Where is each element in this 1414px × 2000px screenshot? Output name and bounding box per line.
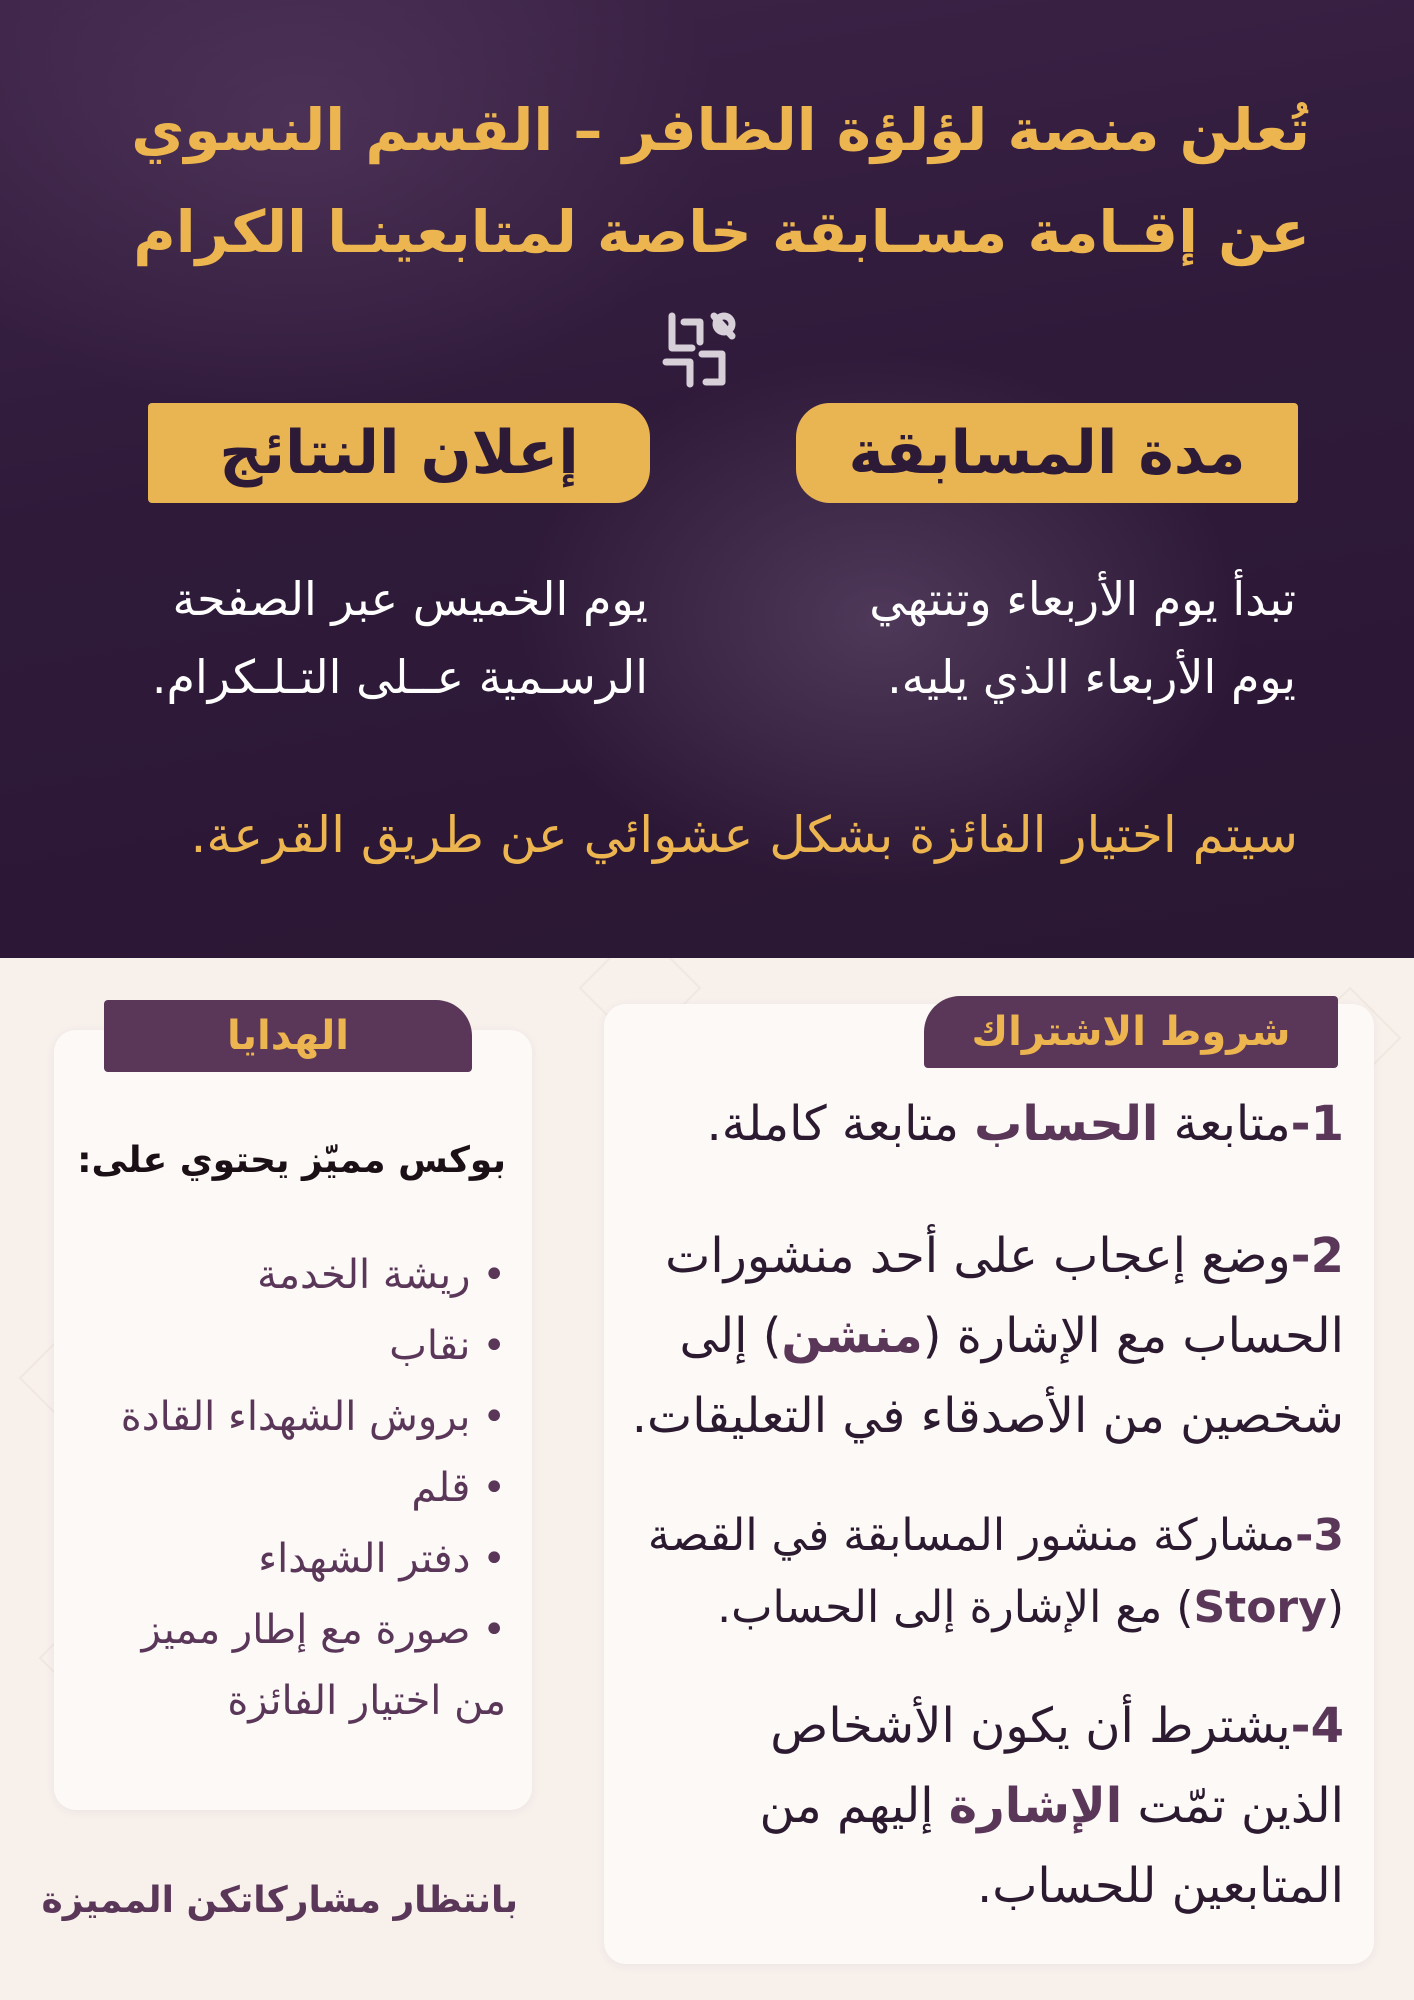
- announcement-line-1: تُعلن منصة لؤلؤة الظافر – القسم النسوي: [131, 96, 1310, 164]
- header-panel: [0, 0, 1414, 958]
- results-line-1: يوم الخميس عبر الصفحة: [172, 572, 648, 626]
- gifts-title-tab: الهدايا: [104, 1000, 472, 1072]
- gift-item-text: ريشة الخدمة: [257, 1252, 471, 1298]
- gift-item-text: نقاب: [389, 1323, 471, 1369]
- logo-icon: [652, 302, 748, 394]
- condition-text: وضع إعجاب على أحد منشورات: [665, 1228, 1291, 1284]
- gift-item-text: دفتر الشهداء: [258, 1536, 471, 1582]
- condition-highlight: الإشارة: [948, 1778, 1123, 1834]
- condition-text: ) إلى: [679, 1308, 782, 1364]
- gift-item-text: بروش الشهداء القادة: [120, 1394, 471, 1440]
- closing-note: بانتظار مشاركاتكن المميزة: [41, 1880, 518, 1921]
- condition-text: متابعة كاملة.: [706, 1096, 975, 1152]
- bullet-icon: •: [482, 1252, 506, 1298]
- duration-line-2: يوم الأربعاء الذي يليه.: [887, 650, 1296, 704]
- condition-text: متابعة: [1158, 1096, 1291, 1152]
- condition-text: (: [1326, 1582, 1344, 1633]
- bullet-icon: •: [482, 1394, 506, 1440]
- bullet-icon: •: [482, 1536, 506, 1582]
- gift-item-text: من اختيار الفائزة: [227, 1678, 506, 1724]
- condition-text: يشترط أن يكون الأشخاص: [770, 1698, 1291, 1754]
- draw-note: سيتم اختيار الفائزة بشكل عشوائي عن طريق القرعة.: [190, 806, 1298, 864]
- condition-text: إليهم من: [759, 1778, 949, 1834]
- condition-text: الذين تمّت: [1122, 1778, 1344, 1834]
- condition-highlight: الحساب: [974, 1096, 1159, 1152]
- duration-title-tab: مدة المسابقة: [796, 403, 1298, 503]
- condition-text: الحساب مع الإشارة (: [922, 1308, 1344, 1364]
- list-item: [66, 1595, 506, 1666]
- gift-box-title: بوكس مميّز يحتوي على:: [77, 1140, 506, 1181]
- list-item: [66, 1240, 506, 1311]
- list-item: [66, 1524, 506, 1595]
- bullet-icon: •: [482, 1607, 506, 1653]
- duration-line-1: تبدأ يوم الأربعاء وتنتهي: [869, 572, 1296, 626]
- condition-highlight: Story: [1193, 1582, 1327, 1633]
- gift-item-text: قلم: [411, 1465, 471, 1511]
- list-item: [66, 1382, 506, 1453]
- condition-text: مشاركة منشور المسابقة في القصة: [647, 1510, 1296, 1561]
- condition-item-2: [584, 1216, 1344, 1456]
- condition-text: المتابعين للحساب.: [976, 1858, 1344, 1914]
- bullet-icon: •: [482, 1323, 506, 1369]
- condition-number: 2-: [1290, 1228, 1344, 1284]
- condition-item-3: [584, 1500, 1344, 1644]
- condition-text: ) مع الإشارة إلى الحساب.: [717, 1582, 1194, 1633]
- condition-item-1: [584, 1084, 1344, 1164]
- condition-number: 1-: [1290, 1096, 1344, 1152]
- condition-text: شخصين من الأصدقاء في التعليقات.: [631, 1388, 1344, 1444]
- condition-highlight: منشن: [781, 1308, 923, 1364]
- gift-list: [66, 1240, 506, 1737]
- list-item: [66, 1453, 506, 1524]
- bullet-icon: •: [482, 1465, 506, 1511]
- gift-item-text: صورة مع إطار مميز: [141, 1607, 471, 1653]
- condition-number: 4-: [1290, 1698, 1344, 1754]
- list-item-continuation: [66, 1666, 506, 1737]
- duration-text: [736, 560, 1296, 716]
- list-item: [66, 1311, 506, 1382]
- condition-number: 3-: [1295, 1510, 1344, 1561]
- results-line-2: الرسـمية عــلى التـلـكرام.: [151, 650, 648, 704]
- announcement-line-2: عن إقـامة مسـابقة خاصة لمتابعينـا الكرام: [133, 198, 1310, 266]
- results-text: [88, 560, 648, 716]
- conditions-title-tab: شروط الاشتراك: [924, 996, 1338, 1068]
- results-title-tab: إعلان النتائج: [148, 403, 650, 503]
- condition-item-4: [584, 1686, 1344, 1926]
